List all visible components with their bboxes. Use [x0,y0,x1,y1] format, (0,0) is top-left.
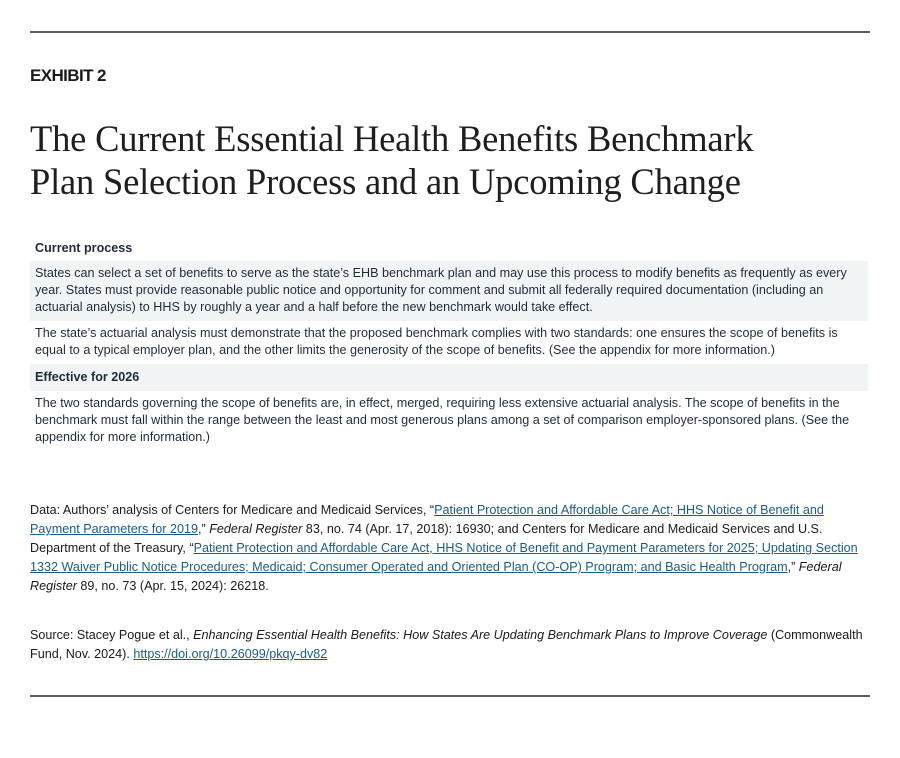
data-notes [30,501,870,596]
citation-text: 83, no. 74 (Apr. 17, 2018): 16930; and Centers for Medicare and Medicaid Services and U.S. Department of the Treasury, “ [30,522,823,555]
exhibit-title [30,117,870,203]
exhibit-label: EXHIBIT 2 [30,66,106,85]
source-title: Enhancing Essential Health Benefits: How States Are Updating Benchmark Plans to Improve Coverage [193,628,768,642]
journal-name: Federal Register [30,560,842,593]
table-row: States can select a set of benefits to serve as the state’s EHB benchmark plan and may use this process to modify benefits as frequently as every year. States must provide reasonable public notice and opportunity for comment and submit all federally required documentation (including an actuarial analysis) to HHS by roughly a year and a half before the new benchmark would take effect. [30,261,868,321]
text: ,” [198,522,210,536]
link-2025-parameters[interactable]: Patient Protection and Affordable Care Act, HHS Notice of Benefit and Payment Parameters for 2025; Updating Section 1332 Waiver Public Notice Procedures; Medicaid; Consumer Operated and Oriented Plan (CO-OP) Program; and Basic Health Program [30,541,858,574]
text: ,” [787,560,799,574]
section-heading-effective-2026: Effective for 2026 [30,364,868,391]
data-prefix: Data: Authors’ analysis of Centers for Medicare and Medicaid Services, “ [30,503,435,517]
title-line-1: The Current Essential Health Benefits Benchmark [30,118,754,159]
process-table [30,236,868,451]
table-row: The state’s actuarial analysis must demonstrate that the proposed benchmark complies with two standards: one ensures the scope of benefits is equal to a typical employer plan, and the other limits the generosity of the scope of benefits. (See the appendix for more information.) [35,326,838,357]
section-heading-current-process: Current process [35,241,133,255]
bottom-divider [30,695,870,697]
source-note [30,626,870,664]
citation-text: 89, no. 73 (Apr. 15, 2024): 26218. [76,579,269,593]
title-line-2: Plan Selection Process and an Upcoming Change [30,161,741,202]
source-prefix: Source: Stacey Pogue et al., [30,628,194,642]
table-row: The two standards governing the scope of benefits are, in effect, merged, requiring less extensive actuarial analysis. The scope of benefits in the benchmark must fall within the range between the least and most generous plans among a set of comparison employer-sponsored plans. (See the appendix for more information.) [35,396,850,444]
top-divider [30,31,870,33]
source-publisher: (Commonwealth Fund, Nov. 2024). [30,628,863,661]
journal-name: Federal Register [209,522,303,536]
link-2019-parameters[interactable]: Patient Protection and Affordable Care Act; HHS Notice of Benefit and Payment Parameters for 2019 [30,503,824,536]
doi-link[interactable]: https://doi.org/10.26099/pkqy-dv82 [133,647,328,661]
